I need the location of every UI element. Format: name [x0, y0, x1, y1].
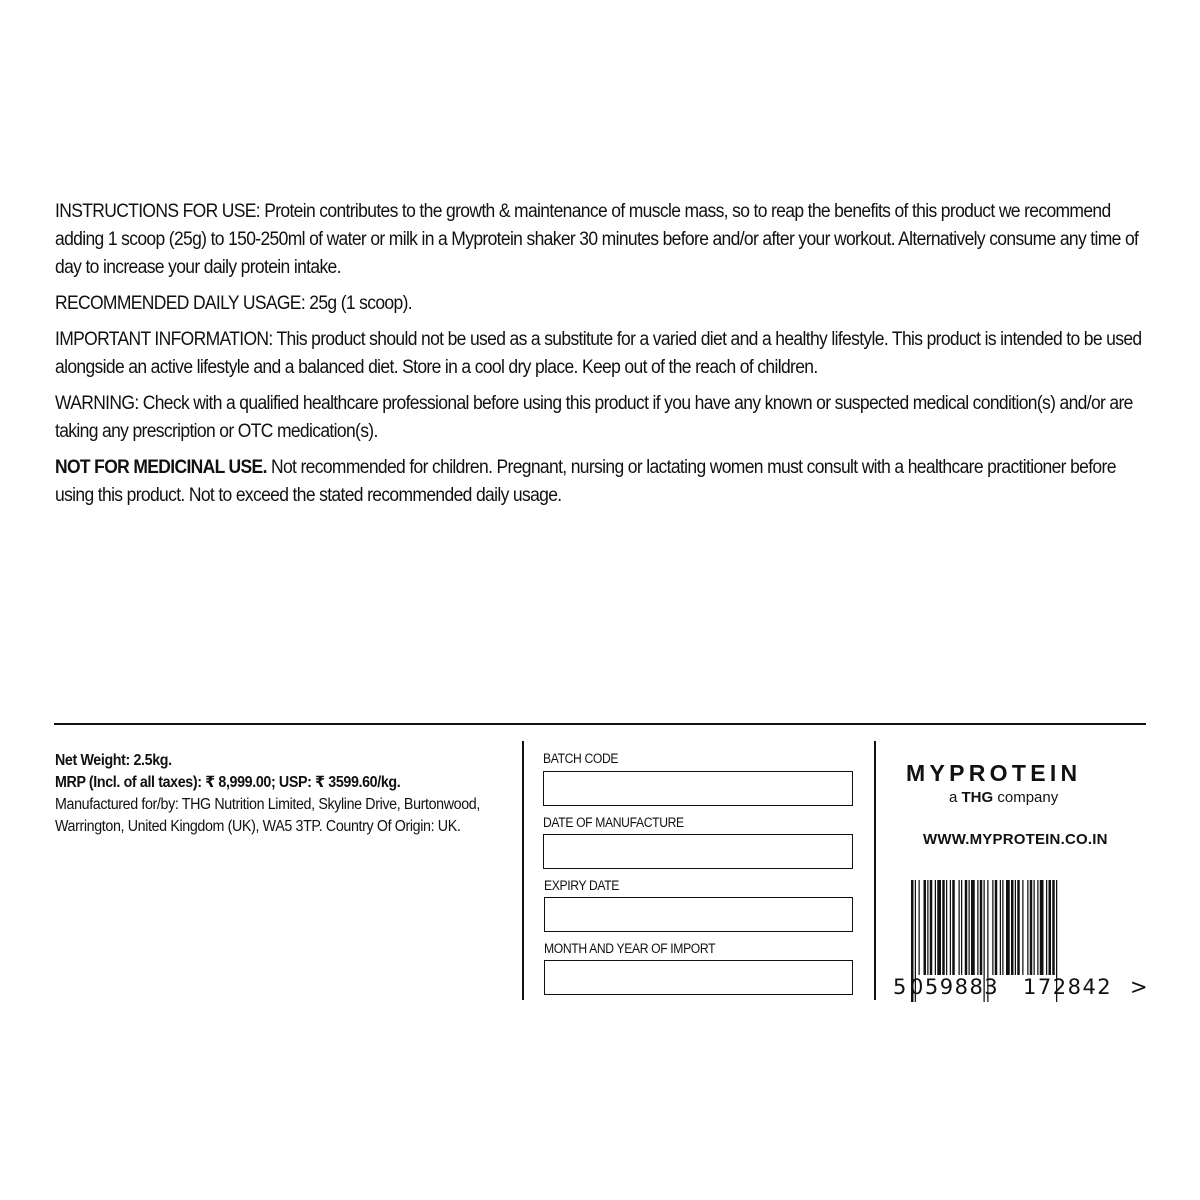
myprotein-logo: MYPROTEIN — [906, 760, 1082, 786]
tagline-prefix: a — [949, 789, 962, 806]
barcode-bar — [1040, 880, 1044, 975]
medicinal-use-note — [55, 454, 1154, 510]
instructions-block — [55, 198, 1154, 518]
instructions-for-use: INSTRUCTIONS FOR USE: Protein contributes to the growth & maintenance of muscle mass, so to reap the benefits of this product we recommend adding 1 scoop (25g) to 150-250ml of water or milk in a Myprotein shaker 30 minutes before and/or after your workout. Alternatively consume any time of day to increase your daily protein intake. — [55, 201, 1139, 278]
barcode-bar — [927, 880, 928, 975]
warning: WARNING: Check with a qualified healthcare professional before using this product if you have any known or suspected medical condition(s) and/or are taking any prescription or OTC medication(s). — [55, 393, 1133, 442]
barcode-bar — [950, 880, 951, 975]
barcode-bar — [1022, 880, 1023, 975]
barcode-bar — [961, 880, 962, 975]
barcode-digits-group-2: 172842 — [1023, 975, 1113, 999]
batch-code-label: BATCH CODE — [543, 751, 619, 766]
net-weight: Net Weight: 2.5kg. — [55, 752, 172, 769]
barcode-bar — [992, 880, 993, 975]
important-information: IMPORTANT INFORMATION: This product should not be used as a substitute for a varied diet and a healthy lifestyle. This product is intended to be used alongside an active lifestyle and a balanced diet. Store in a cool dry place. Keep out of the reach of children. — [55, 329, 1142, 378]
barcode-bar — [1034, 880, 1035, 975]
barcode-bar — [942, 880, 945, 975]
barcode-bar — [1030, 880, 1033, 975]
barcode-bar — [965, 880, 968, 975]
barcode-bar — [946, 880, 947, 975]
mrp-price: MRP (Incl. of all taxes): ₹ 8,999.00; USP: ₹ 3599.60/kg. — [55, 774, 401, 791]
barcode-bar — [1052, 880, 1055, 975]
tagline-thg: THG — [961, 789, 994, 806]
barcode-bar — [1046, 880, 1047, 975]
barcode-bar — [1049, 880, 1052, 975]
month-year-import-box — [544, 960, 853, 995]
barcode-bar — [935, 880, 936, 975]
tagline-suffix: company — [993, 789, 1059, 806]
barcode-bar — [995, 880, 998, 975]
barcode-bar — [980, 880, 983, 975]
date-of-manufacture-box — [543, 834, 853, 869]
expiry-date-label: EXPIRY DATE — [544, 878, 620, 893]
barcode-bar — [1027, 880, 1028, 975]
manufacturer-line-1: Manufactured for/by: THG Nutrition Limited, Skyline Drive, Burtonwood, — [55, 796, 480, 813]
barcode-bar — [1006, 880, 1010, 975]
month-year-import-label: MONTH AND YEAR OF IMPORT — [544, 941, 716, 956]
barcode-bar — [930, 880, 933, 975]
section-divider — [54, 723, 1146, 725]
barcode-bar — [919, 880, 920, 975]
barcode-bar — [952, 880, 955, 975]
barcode-bar — [924, 880, 927, 975]
website-link[interactable]: WWW.MYPROTEIN.CO.IN — [923, 831, 1108, 848]
expiry-date-box — [544, 897, 853, 932]
barcode-bar — [959, 880, 960, 975]
barcode-bar — [1017, 880, 1020, 975]
barcode-bar — [971, 880, 975, 975]
date-of-manufacture-label: DATE OF MANUFACTURE — [543, 815, 684, 830]
product-details — [55, 750, 533, 838]
barcode-bar — [1002, 880, 1003, 975]
column-divider-left — [522, 741, 524, 1000]
barcode-bar — [969, 880, 970, 975]
barcode-first-digit: 5 — [893, 975, 907, 999]
medicinal-use-heading: NOT FOR MEDICINAL USE. — [55, 457, 267, 478]
batch-code-box — [543, 771, 853, 806]
barcode-bar — [1037, 880, 1038, 975]
barcode-bar — [1000, 880, 1001, 975]
barcode-bar — [977, 880, 978, 975]
recommended-daily-usage: RECOMMENDED DAILY USAGE: 25g (1 scoop). — [55, 293, 412, 314]
barcode-digits-group-1: 059883 — [910, 975, 1000, 999]
manufacturer-line-2: Warrington, United Kingdom (UK), WA5 3TP. Country Of Origin: UK. — [55, 818, 461, 835]
barcode-bar — [1011, 880, 1014, 975]
medicinal-use-text: Not recommended for children. Pregnant, nursing or lactating women must consult with a healthcare practitioner before using this product. Not to exceed the stated recommended daily usage. — [55, 457, 1116, 506]
barcode-bar — [937, 880, 941, 975]
column-divider-right — [874, 741, 876, 1000]
thg-company-tagline — [949, 789, 1058, 806]
barcode-end-mark: > — [1130, 975, 1148, 999]
barcode-bar — [1015, 880, 1016, 975]
